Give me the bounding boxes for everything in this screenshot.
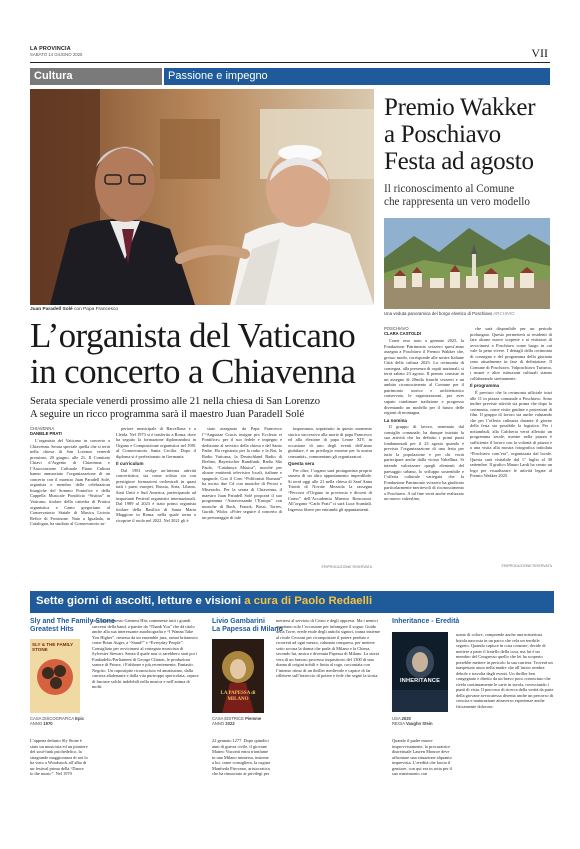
story1-summary-line1: Serata speciale venerdì prossimo alle 21 nella chiesa di San Lorenzo <box>30 396 321 407</box>
story1-place: CHIAVENNA <box>30 426 55 431</box>
album-text-2: fece uscire questo Greatest Hits contenente tutti i grandi successi della band, a partire da “Thank You” che dà titolo anche alla sua interessante autobiografia e “I Wanna Take You Higher”, rimessa da un ensemble jazz, ormai britannico come Brian Auger, a “Stand!” e “Everyday People”. Consigliato per avvicinarsi al variegato musicista di Sylvester Stewart. Senza il quale non ci sarebbero stati poi i Funkadelic/Parliament di George Clinton, le produzioni sonore di Prince, i Fishbone e più recentemente, Fantastic Negrito. Un capostipite riconosciuto ed amatissimo, dalla carriera altalenante e dalla vita purtroppo spericolata, capace di lasciare solchi indelebili nella musica e nell’anima di molti. <box>92 618 199 689</box>
story2-subtitle-line1: Il riconoscimento al Comune <box>384 183 515 195</box>
photo2-caption-text: Una veduta panoramica del borgo elvetico di Poschiavo <box>384 311 493 316</box>
story1-column-3 <box>202 426 282 570</box>
photo2-credit: ARCHIVIO <box>493 311 515 316</box>
film-heading: Inheritance - Eredità <box>392 618 460 625</box>
album-heading-line2: Greatest Hits <box>30 626 74 634</box>
story1-title-line2: in concerto a Chiavenna <box>30 352 356 391</box>
album-meta <box>30 716 90 726</box>
story2-headline <box>384 94 554 209</box>
film-poster <box>392 632 448 712</box>
film-director-label: REGIA <box>392 721 405 727</box>
story1-headline <box>30 318 380 390</box>
story1-col3-text: stato assegnato da Papa Francesco l’“Augustae Crucis insigne pro Ecclesia et Pontifice» per il suo fedele e impegno e dedizione al servizio della chiesa e del Santo Padre. Ha registrato per la radio e la Rai, la Radio Vaticana, la Deutschland Radio di Berlino, Bayerischer Rundfunk, Radio São Paulo, “Catalunya Música”, nonché per alcune emittenti televisive locali, italiane e spagnole. Con il Coro “Polifonisti Romani” ha inciso due Cd con musiche di Perosi e Miserachs. Per la serata di Chiavenna, il maestro Juan Paradell Solé proporrà il suo programma “Attraversando l’Europa” con musiche di Bach, Franck, Bossi, Torres, Guridi, Widor. «Poter seguire il concerto di un personaggio di tale <box>202 426 282 520</box>
film-meta <box>392 716 452 726</box>
story2-place: POSCHIAVO <box>384 326 409 331</box>
story2-copyright: ©RIPRODUZIONE RISERVATA <box>501 564 552 568</box>
photo-illustration <box>30 89 374 305</box>
story2-col2b-text: È previsto che la cerimonia ufficiale inizi alle 11 in piazza comunale a Poschiavo. Sono inoltre previste attività sia prima che dopo la cerimonia, come visite guidate e proiezioni di film. Il gruppo di lavoro sta anche valutando che per l’offerta culinaria durante il giorno della festa sia possibile la logistica. Per i nottambuli, alla Calcheria verrà allestito un programma serale, mentre nella piazza è sufficiente il lavoro con la volontà di piazza e a una visita alla mostra fotografica intitolata “Poschiavo com’era”, organizzata dal locale. Questa sarà visitabile dal 1° luglio al 30 settembre. Il grafico Mauro Lardi ha creato un logo per visualizzare le attività legate al Premio Wakker 2025. <box>470 390 552 479</box>
story1-col2-text: periore municipale di Barcellona e a Lleida. Nel 1973 si è trasferito a Roma, dove ha seguito la formazione diplomandosi in Organo e Composizione organistica nel 1981 al Conservatorio Santa Cecilia. Dopo il diploma si è perfezionato in Germania. <box>116 426 196 459</box>
album-label-value: Epic <box>75 716 84 721</box>
photo1-caption <box>30 307 118 312</box>
film-director-value: Vaughn Stein <box>405 721 433 727</box>
weekly-bar <box>30 591 554 613</box>
story1-col1-text: L’organista del Vaticano in concerto a Chiavenna. Serata speciale quella che si terrà nella chiesa di San Lorenzo venerdì prossimo, 20 giugno, alle 21. Il Comitato Chiavi d’Argento di Chiavenna e l’Associazione Culturale Piano Cultura hanno annunciato l’organizzazione di un concerto con il maestro Juan Paradell Solé, organista e membro delle celebrazioni liturgiche del Sommo Pontefice e della Cappella Musicale Pontificia “Sistina” in Vaticano, titolare della cattedra di Pratica organistica e Canto gregoriano al Conservatorio Statale di Musica Licinio Refice di Frosinone. Nato a Igualada, in Catalogna, ha studiato al Conservatorio su- <box>30 438 110 527</box>
story1-col4-heading: Questa sera <box>288 461 315 467</box>
section-bar <box>30 68 550 85</box>
weekly-curator: a cura di Paolo Redaelli <box>244 595 373 607</box>
film-poster-art <box>392 632 448 712</box>
film-text-1: Quando il padre muore improvvisamente, la procuratrice distrettuale Lauren Monroe deve affrontare una situazione alquanto imprevista. L’eredità che lascia il genitore, con qui era in rotta per il suo matrimonio con <box>392 738 452 776</box>
story1-byline <box>30 426 100 436</box>
story2-col2-text: che sarà disponibile per un periodo prolungato. Questo permetterà ai residenti di fare alcune nuove scoperte e ai visitatori di avvicinarsi a Poschiavo come luogo in cui vale la pena vivere. I dettagli della cerimonia di consegna e del programma della giornata sono attualmente in fase di definizione. Il Comune di Poschiavo, Valposchiavo Turismo, i musei e altre istituzioni culturali stanno collaborando strettamente. <box>470 326 552 381</box>
photo2-caption <box>384 311 554 316</box>
book-year-label: ANNO <box>212 721 225 727</box>
story1-title-line1: L’organista del Vaticano <box>30 316 356 355</box>
weekly-title: Sette giorni di ascolti, letture e visioni <box>36 595 242 607</box>
story1-column-1 <box>30 438 110 570</box>
photo-poschiavo <box>384 218 550 309</box>
story2-title-line2: a Poschiavo <box>384 121 501 148</box>
story1-col2b-text: Dal 1981 svolge un’intensa attività concertistica, sia come solista sia con prestigiose formazioni orchestrali in quasi tutti i paesi europei, Russia, Siria, Libano, Stati Uniti e Sud America, partecipando ad importanti Festival organistici internazionali. Dal 1989 al 2023 è stato primo organista titolare della Basilica di Santa Maria Maggiore in Roma, nella quale torna a ricoprire il ruolo nel 2022. Nel 2021 gli è <box>116 467 196 523</box>
story2-title-line1: Premio Wakker <box>384 94 536 121</box>
story1-copyright: ©RIPRODUZIONE RISERVATA <box>321 565 372 569</box>
book-publisher-value: Piemme <box>245 716 262 721</box>
book-year-value: 2023 <box>225 721 235 727</box>
story1-col4b-text: Per oltre, l’organo sarà protagonista proprio stasera di un altro appuntamento imperdibile. Si terrà oggi alle 21 nella chiesa di Sant’Anna Trinità di Novate Mezzola la rassegna “Percorsi d’Organo in provincia e diocesi di Como” dell’Accademia Maestro Roncoroni. All’organo “Carlo Prati” ci sarà Luca Scandali. Ingresso libero per entrambi gli appuntamenti. <box>288 467 372 512</box>
photo1-caption-text: con Papa Francesco <box>74 307 119 312</box>
book-publisher-label: CASA EDITRICE <box>212 716 244 721</box>
book-heading-line2: La Papessa di Milano <box>212 626 283 634</box>
paper-name: LA PROVINCIA <box>30 46 71 52</box>
story1-column-4 <box>288 426 372 564</box>
album-heading-line1: Sly and The Family Stone <box>30 618 115 625</box>
masthead <box>30 46 230 57</box>
story2-author: CLARA CASTOLDI <box>384 331 421 337</box>
book-heading-line1: Livio Gambarini <box>212 618 265 625</box>
film-text-2: uomo di colore, comprende anche una misteriosa botola nascosta in un parco che cela un terribile segreto. Quando capisce in cosa consiste, decide di mettere a parte il fratello della cosa, ma lui è un membro del Congresso quello che lei ha scoperto potrebbe mettere in pericolo la sua carriera. Troverà un inaspettato aiuto nella madre che all’inizio sembra debole e travolta dagli eventi. Un thriller ben congegnato e diretto da un bravo poco conosciuto che rivela continuamente le carte in tavola, rovesciando i punti di vista. Il percorso di ricerca della verità da parte della giovane avvocatessa diventa anche un percorso di crescita e maturazione attraverso esperienze anche fisicamente dolorose. <box>456 632 554 709</box>
section-tab: Passione e impegno <box>164 68 550 85</box>
masthead-rule <box>30 62 550 63</box>
story2-col1b-text: Il gruppo di lavoro, nominato dal consiglio comunale, ha dunque iniziato la sua attività che ha definito i primi punti fondamentali per il 23 agosto quando è prevista l’organizzazione di una festa per tutta la popolazione e per chi vorrà partecipare anche dalla vicina Valtellina. Si intende valorizzare quegli elementi del paesaggio urbano, lo sviluppo sostenibile e l’offerta culturale variegata che la Fondazione Patrimonio svizzero ha giudicato particolarmente meritevoli di riconoscimento a Poschiavo. A tal fine verrà anche realizzato un nuovo valzerlino, <box>384 424 464 502</box>
book-meta <box>212 716 272 726</box>
story1-col2-heading: Il curriculum <box>116 461 144 467</box>
story1-column-2 <box>116 426 196 570</box>
film-year-value: 2020 <box>401 716 411 721</box>
album-year-label: ANNO <box>30 721 43 727</box>
book-cover <box>212 639 264 713</box>
story1-col4-text: importanza, soprattutto in questo momento storico successivo alla morte di papa Francesco ed alla elezione di papa Leone XIV, in occasione di uno degli eventi dell’anno giubilare, è un privilegio enorme per la nostra comunità», commentano gli organizzatori. <box>288 426 372 459</box>
story2-title-line3: Festa ad agosto <box>384 148 534 175</box>
story1-summary <box>30 395 375 421</box>
album-cover-title: SLY & THE FAMILY STONE <box>32 642 74 652</box>
book-cover-title: LA PAPESSA di MILANO <box>220 691 256 702</box>
story2-column-1 <box>384 338 464 568</box>
film-poster-title: INHERITANCE <box>399 678 440 684</box>
story2-col2-heading: Il programma <box>470 383 500 389</box>
film-country-label: USA <box>392 716 401 721</box>
album-cover <box>30 639 80 713</box>
story2-col1-heading: La nomina <box>384 417 407 423</box>
issue-date: SABATO 14 GIUGNO 2025 <box>30 52 83 57</box>
album-text-1: L’appena defunto Sly Stone è stato un musicista ed un pioniere del soul-funk psichedelico, la stragrande maggioranza di noi lo ha visto a Woodstock all’alba di un festival prima della “Dance to the music”. Nel 1970 <box>30 738 88 776</box>
book-text-2: mettersi al servizio di Cristo e degli oppressi. Ma i nemici aspettano solo l’occasione per infrangere il sogno. Guido della Torre, erede esule degli antichi signori, trama insieme al rivale Cessoni per riconquistare il potere perduto e ricorrerà ad ogni mezzo, calunnia compresa, per mettere sotto accusa la donna che parla di Milano e la Chiesa, secondo lui, amica e divenuta Papessa di Milano. La storia vera di un famoso processo inquisitorio del 1300 di una donna di origini nobili e finita al rogo, raccontata con l’intenso ritmo di un thriller medievale e capace di far riflettere sull’intreccio di potere e fede che segnò la storia. <box>276 618 380 678</box>
page-number: VII <box>531 46 548 60</box>
story1-summary-line2: A seguire un ricco programma sarà il maestro Juan Paradell Solé <box>30 409 305 420</box>
book-text-1: 22 gennaio 1277. Dopo quindici anni di guerra civile, il giovane Matteo Visconti entra trionfante in una Milano immersa, insieme a lui, come consigliera, la cugina Manfreda Pirovano, aristocratica che ha rinunciato ai privilegi per <box>212 738 270 776</box>
section-label: Cultura <box>30 68 162 85</box>
story2-col1-text: Come reso noto a gennaio 2025, la Fondazione Patrimonio svizzero quest’anno assegna a Poschiavo il Premio Wakker che, grosso modo, corrisponde alle nostre Italiane Città della cultura 2025. La cerimonia di consegna, alla presenza di ospiti nazionali, si terrà sabato 23 agosto. Il premio consiste in un assegno di 20mila franchi svizzeri e un ambito riconoscimento al Comune per il patrimonio storico e architettonico conservato, le organizzazioni, per aver saputo combinare tradizione e progresso diventando un modello per il futuro delle regioni di montagna. <box>384 338 464 416</box>
photo1-caption-name: Juan Paradell Solé <box>30 307 73 312</box>
story2-column-2 <box>470 326 552 562</box>
photo-organist-pope <box>30 89 374 305</box>
album-label-label: CASA DISCOGRAFICA <box>30 716 74 721</box>
story2-subtitle-line2: che rappresenta un vero modello <box>384 196 531 208</box>
story1-author: DANIELE PRATI <box>30 431 62 437</box>
story2-byline <box>384 326 464 336</box>
panorama-illustration <box>384 218 550 309</box>
album-year-value: 1970 <box>43 721 53 727</box>
